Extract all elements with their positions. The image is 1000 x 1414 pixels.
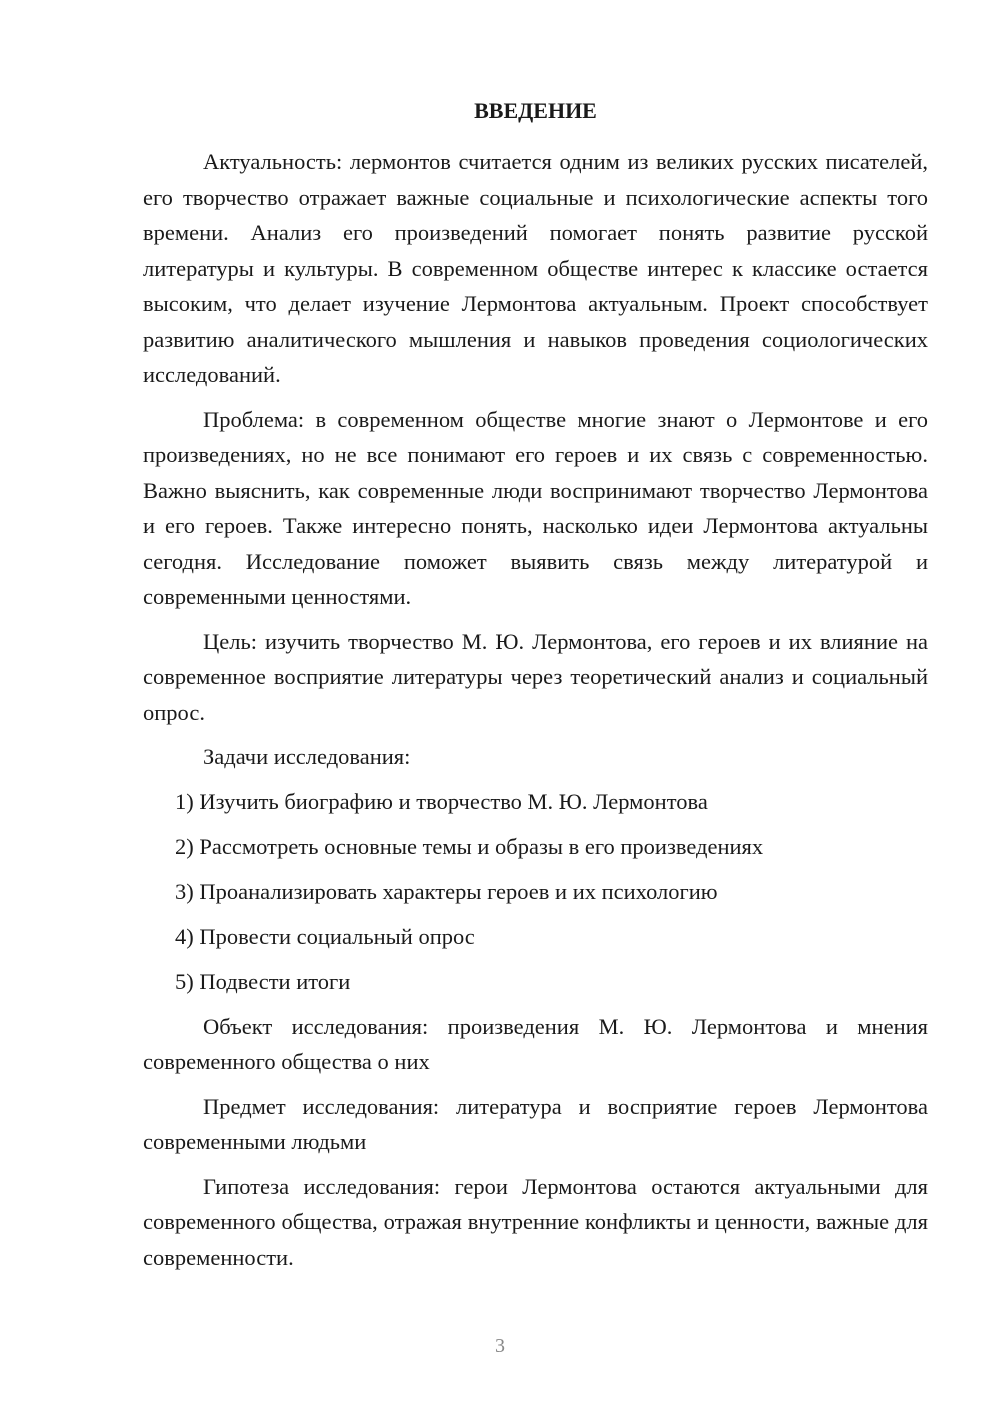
problem-paragraph: Проблема: в современном обществе многие знают о Лермонтове и его произведениях, но не все понимают его героев и их связь с современностью. Важно выяснить, как современные люди воспринимают творчество Лермонтова и его героев. Также интересно понять, насколько идеи Лермонтова актуальны сегодня. Исследование поможет выявить связь между литературой и современными ценностями. bbox=[143, 406, 928, 609]
hypothesis-paragraph: Гипотеза исследования: герои Лермонтова остаются актуальными для современного общества, отражая внутренние конфликты и ценности, важные для современности. bbox=[143, 1173, 928, 1270]
document-body bbox=[143, 94, 928, 1284]
task-item: 4) Провести социальный опрос bbox=[175, 923, 475, 949]
page-number: 3 bbox=[495, 1335, 505, 1357]
relevance-paragraph: Актуальность: лермонтов считается одним из великих русских писателей, его творчество отражает важные социальные и психологические аспекты того времени. Анализ его произведений помогает понять развитие русской литературы и культуры. В современном обществе интерес к классике остается высоким, что делает изучение Лермонтова актуальным. Проект способствует развитию аналитического мышления и навыков проведения социологических исследований. bbox=[143, 149, 928, 387]
object-paragraph: Объект исследования: произведения М. Ю. Лермонтова и мнения современного общества о них bbox=[143, 1013, 928, 1074]
goal-paragraph: Цель: изучить творчество М. Ю. Лермонтова, его героев и их влияние на современное восприятие литературы через теоретический анализ и социальный опрос. bbox=[143, 628, 928, 725]
tasks-list bbox=[143, 784, 928, 1000]
page-title: ВВЕДЕНИЕ bbox=[474, 98, 597, 123]
task-item: 5) Подвести итоги bbox=[175, 968, 351, 994]
task-item: 2) Рассмотреть основные темы и образы в его произведениях bbox=[175, 833, 764, 859]
subject-paragraph: Предмет исследования: литература и восприятие героев Лермонтова современными людьми bbox=[143, 1093, 928, 1154]
task-item: 3) Проанализировать характеры героев и их психологию bbox=[175, 878, 718, 904]
tasks-heading: Задачи исследования: bbox=[203, 744, 411, 769]
task-item: 1) Изучить биографию и творчество М. Ю. Лермонтова bbox=[175, 788, 708, 814]
